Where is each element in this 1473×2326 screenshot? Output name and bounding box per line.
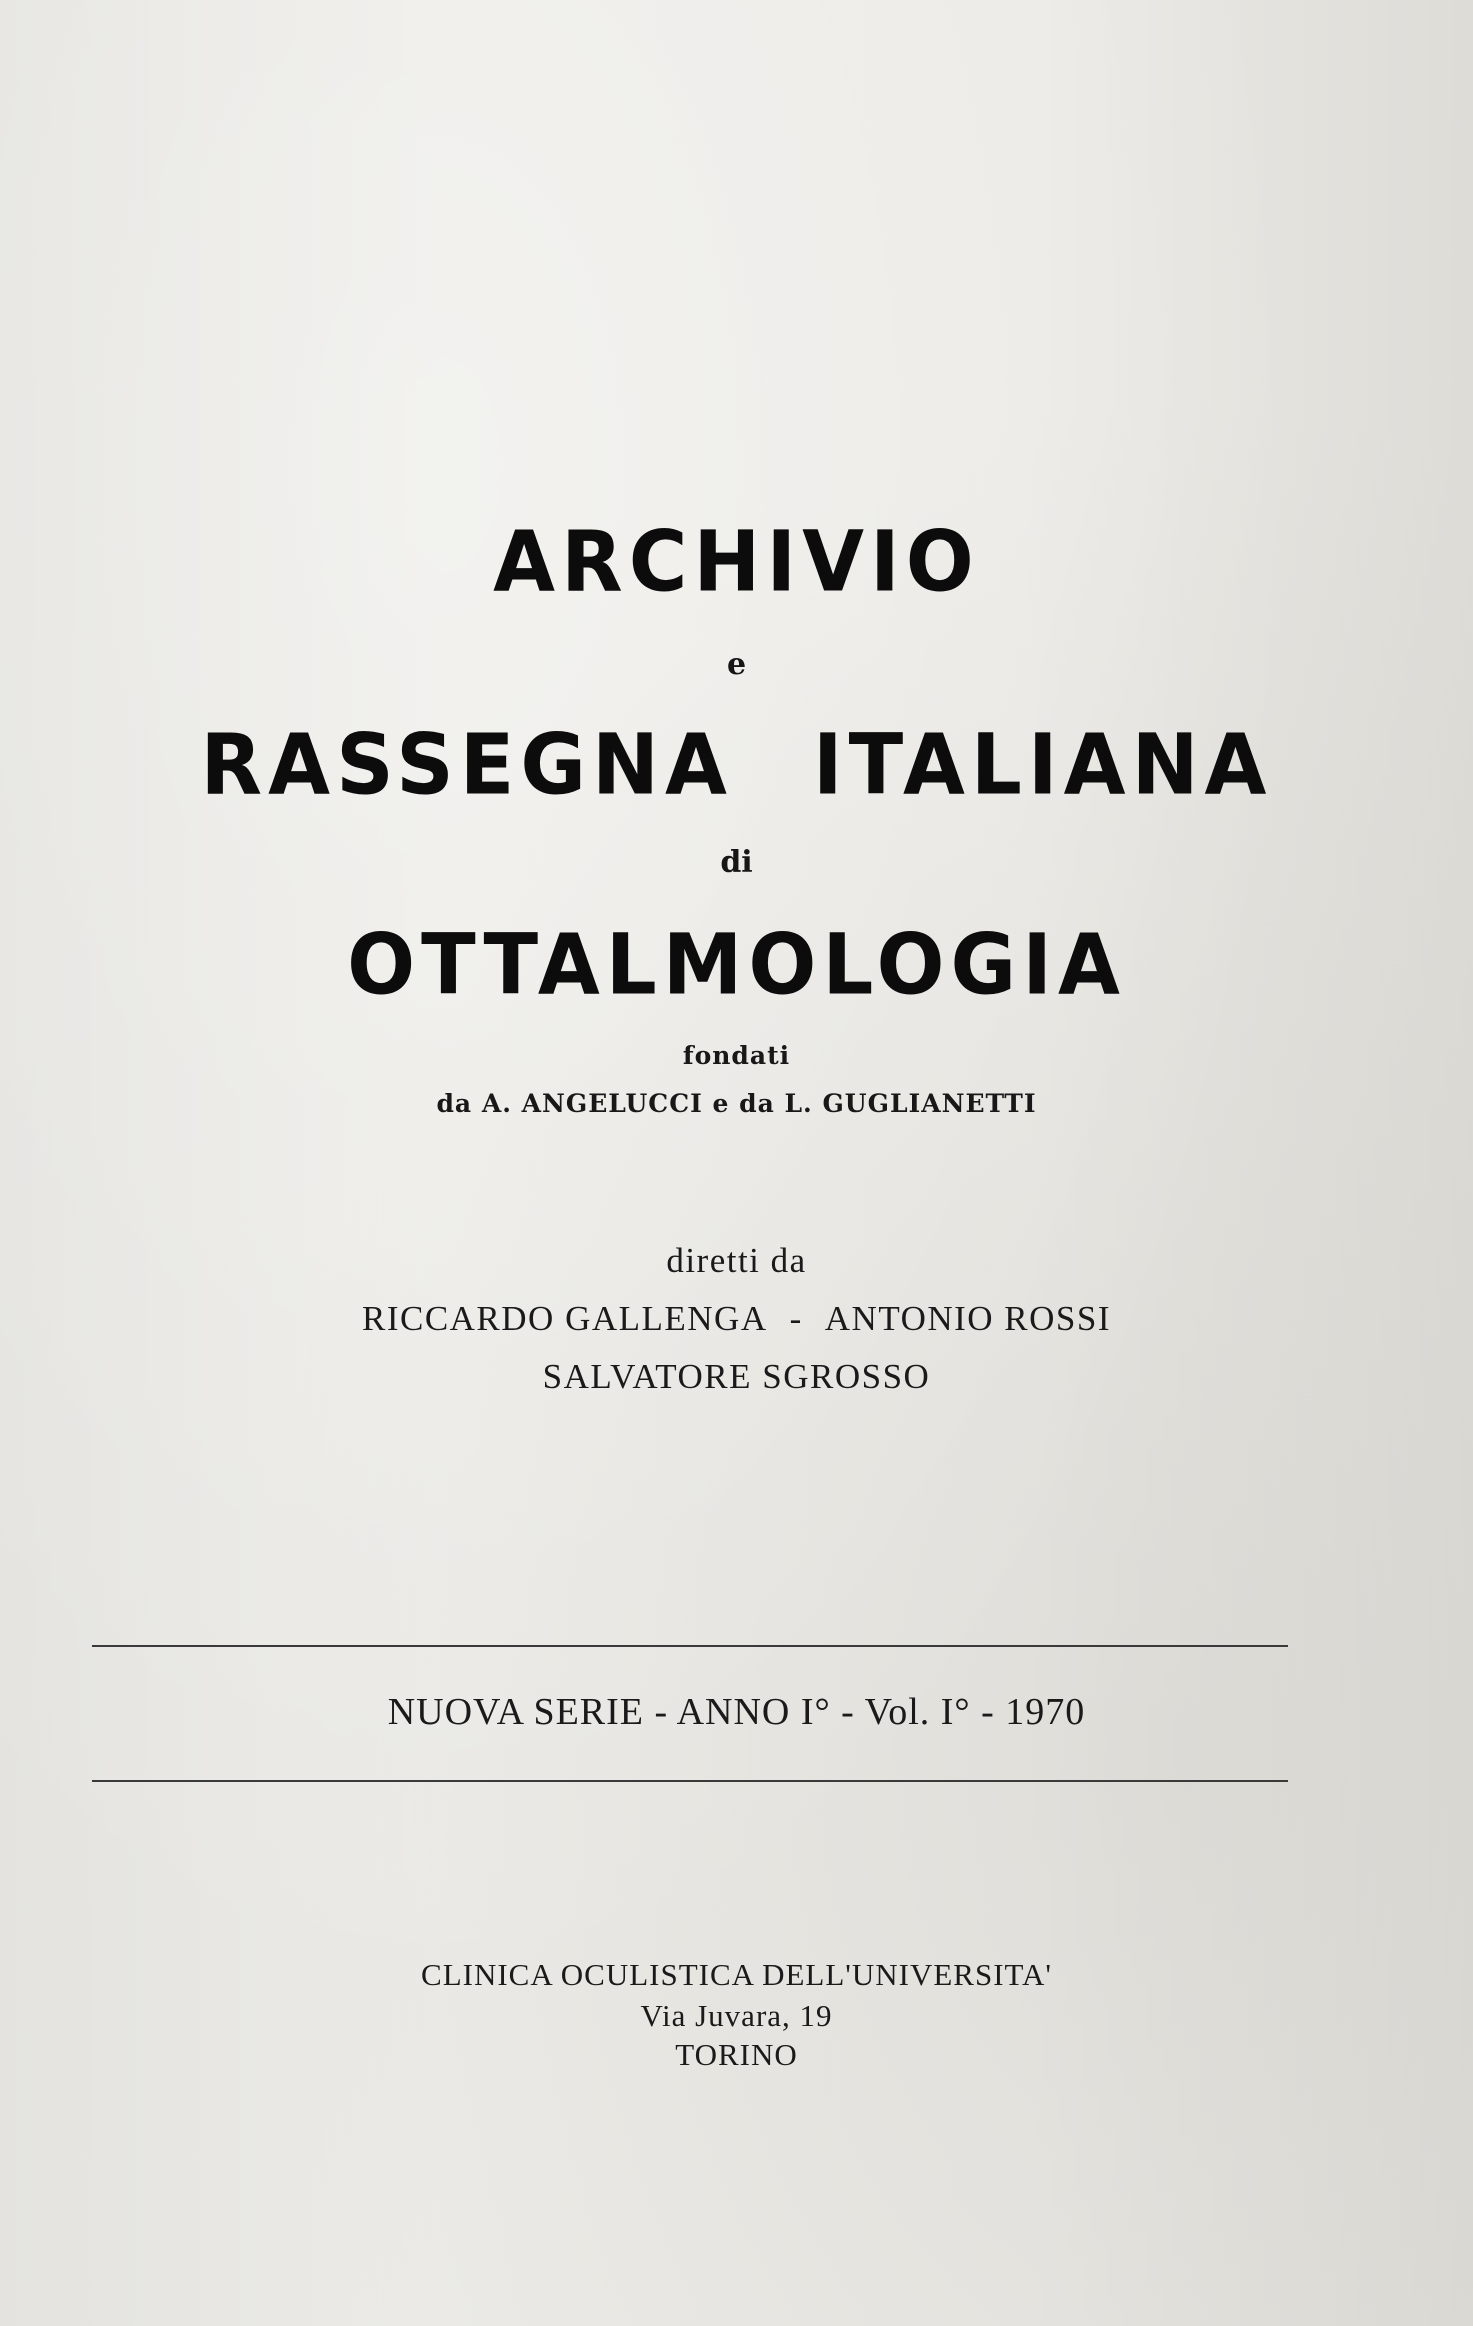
conjunction-di: di	[720, 845, 753, 880]
series-info: NUOVA SERIE - ANNO I° - Vol. I° - 1970	[387, 1691, 1086, 1733]
director-gallenga: RICCARDO GALLENGA	[361, 1299, 768, 1338]
journal-title-ottalmologia: OTTALMOLOGIA	[347, 915, 1126, 1014]
publisher-street: Via Juvara, 19	[640, 1998, 833, 2033]
founders-names: da A. ANGELUCCI e da L. GUGLIANETTI	[436, 1089, 1037, 1118]
directors-label: diretti da	[666, 1241, 807, 1280]
founders-label: fondati	[682, 1041, 791, 1070]
director-rossi: ANTONIO ROSSI	[824, 1299, 1112, 1338]
journal-title-rassegna-italiana	[0, 716, 1473, 814]
journal-title-rassegna: RASSEGNA	[200, 715, 733, 814]
director-separator: -	[789, 1299, 803, 1338]
conjunction-e: e	[726, 647, 747, 682]
top-rule	[92, 1645, 1288, 1647]
journal-title-italiana: ITALIANA	[812, 715, 1273, 814]
publisher-city: TORINO	[675, 2037, 798, 2072]
directors-row	[0, 1299, 1473, 1339]
director-sgrosso: SALVATORE SGROSSO	[542, 1357, 931, 1396]
journal-title-archivio: ARCHIVIO	[493, 512, 980, 611]
bottom-rule	[92, 1780, 1288, 1782]
publisher-institution: CLINICA OCULISTICA DELL'UNIVERSITA'	[421, 1957, 1052, 1992]
